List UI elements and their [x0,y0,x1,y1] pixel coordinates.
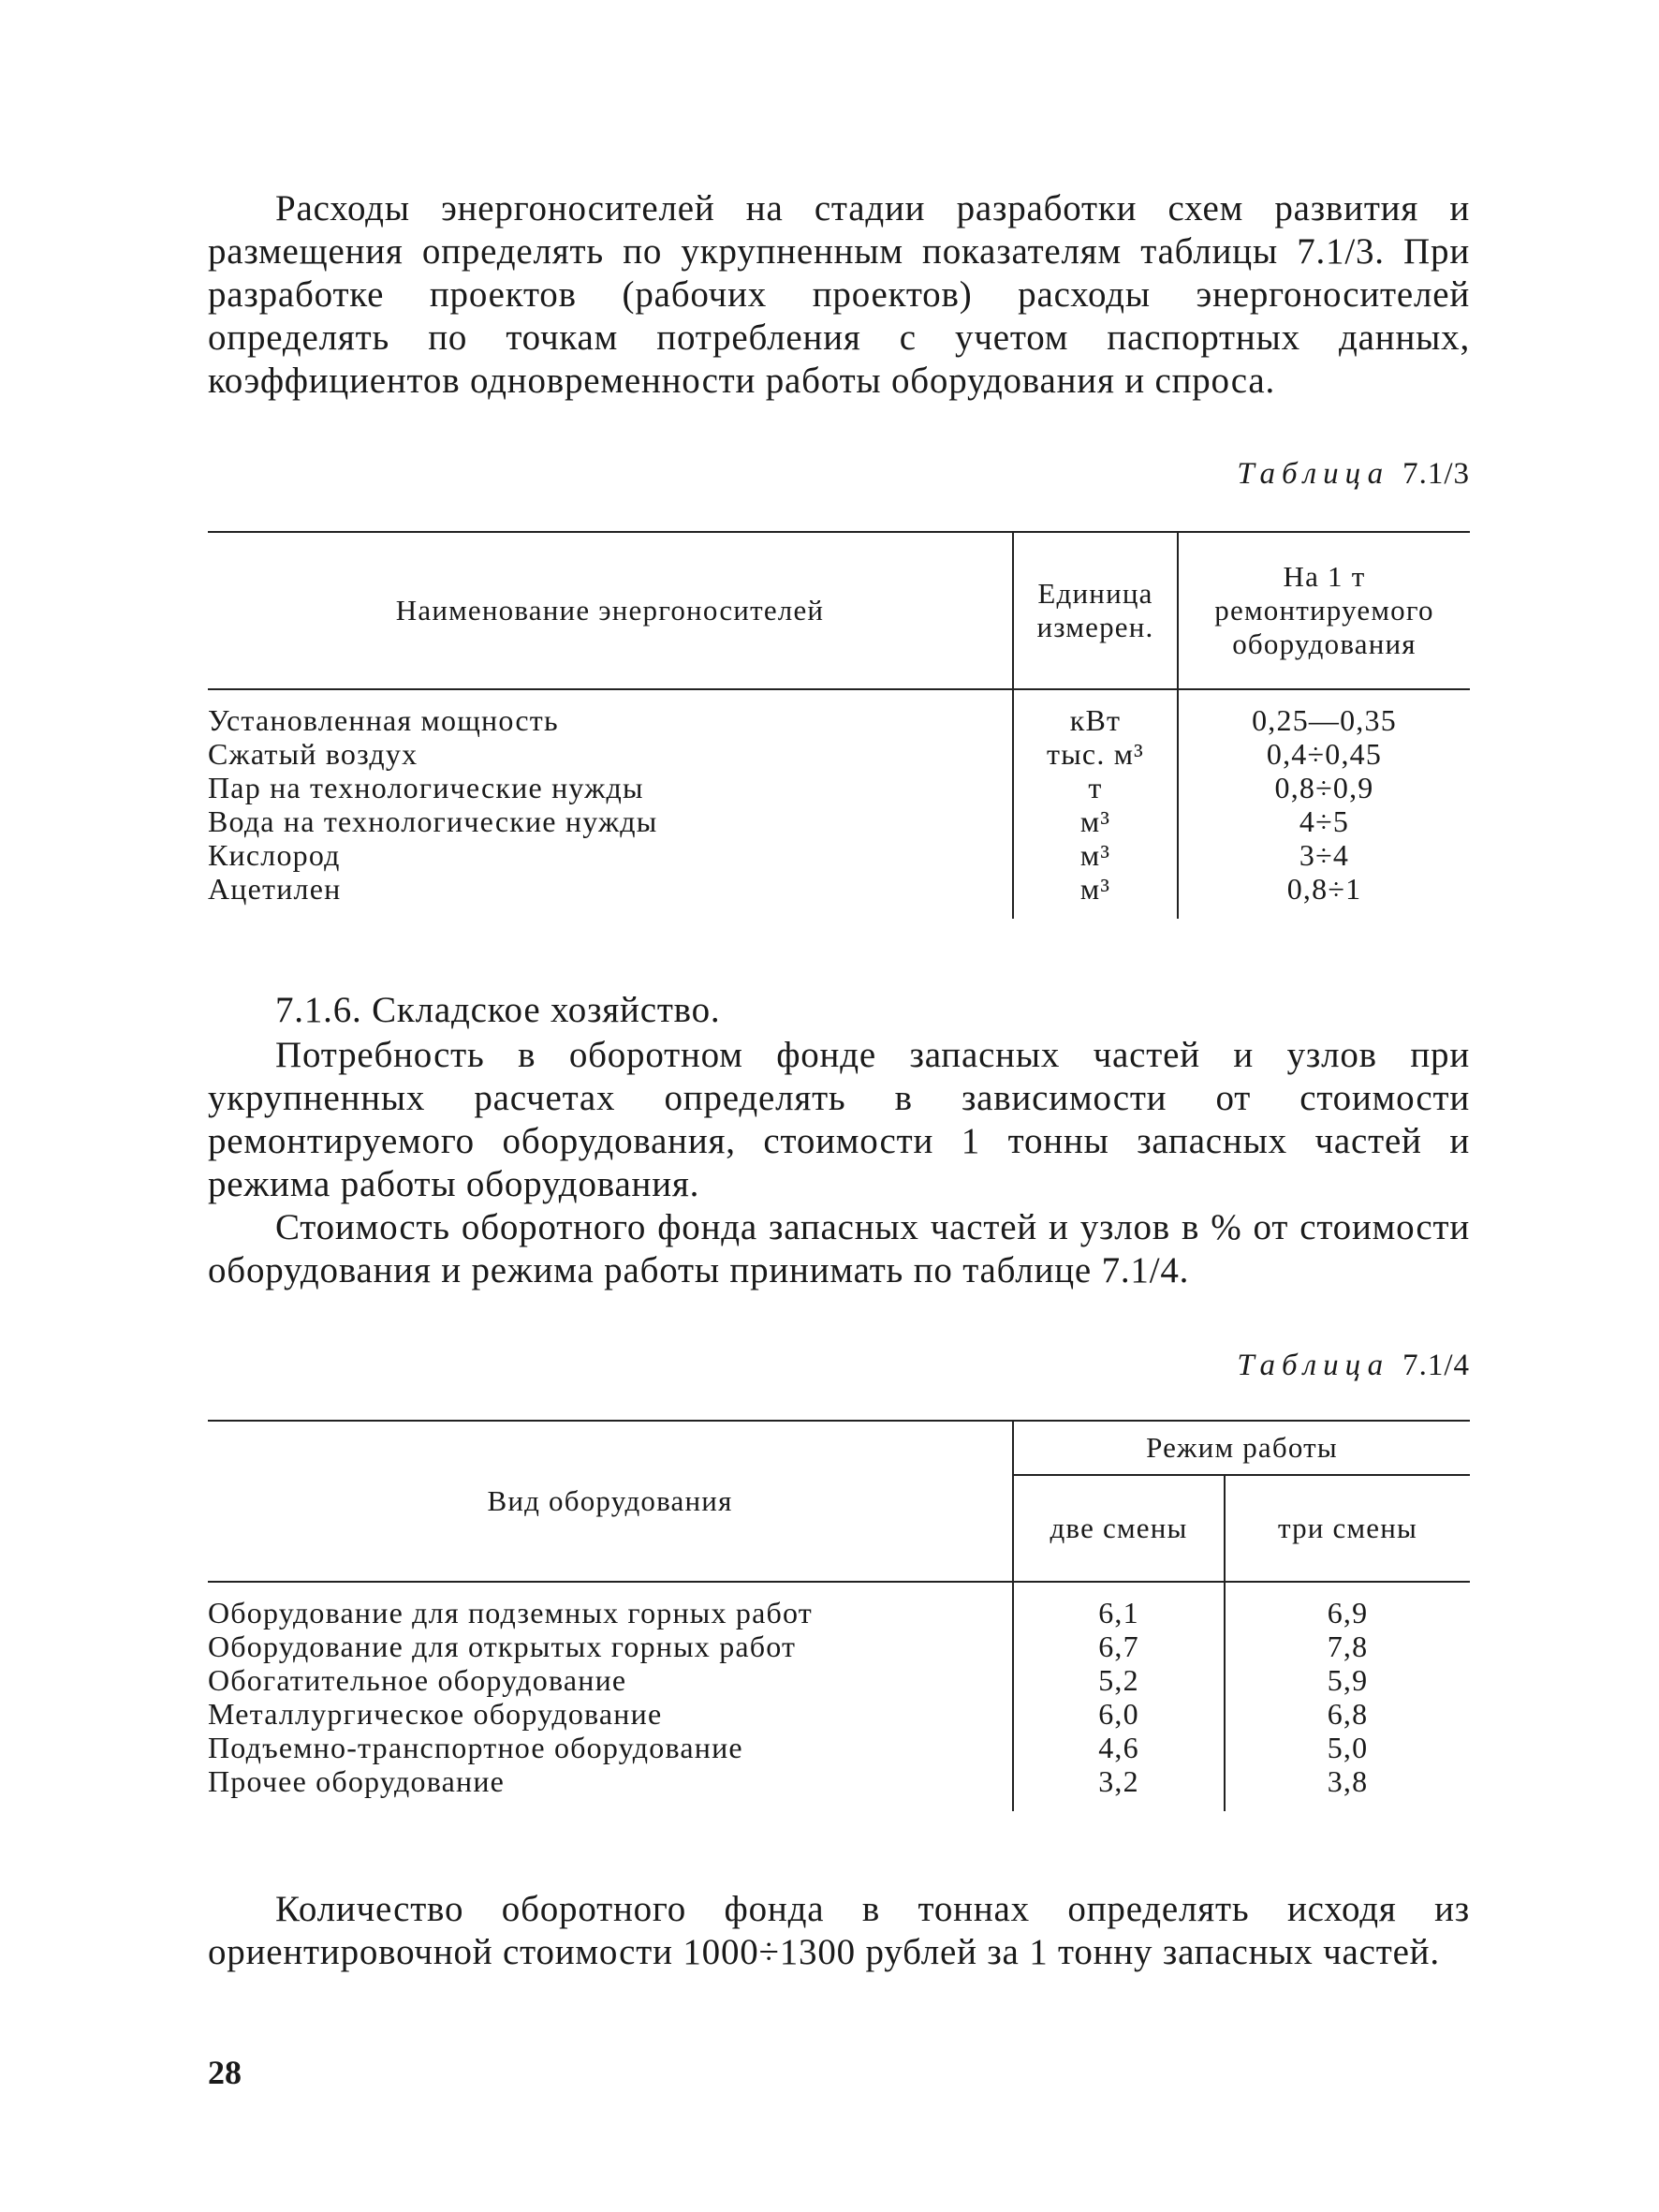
equipment-name-cell: Оборудование для открытых горных работ [208,1630,797,1663]
three-shifts-value-cell: 6,8 [1225,1697,1470,1731]
header-equipment: Вид оборудования [208,1421,1013,1582]
table-4-header-row-1 [208,1421,1470,1475]
table-row [208,771,1470,804]
table-3-body [208,703,1470,906]
two-shifts-value-cell: 6,0 [1013,1697,1225,1731]
three-shifts-value-cell: 6,9 [1225,1596,1470,1630]
table-4-caption [1237,1349,1470,1383]
header-mode: Режим работы [1013,1421,1470,1475]
three-shifts-value-cell: 3,8 [1225,1764,1470,1798]
per-ton-value-cell: 0,4÷0,45 [1178,737,1470,771]
two-shifts-value-cell: 6,7 [1013,1630,1225,1663]
table-3-caption [1237,457,1470,492]
table-row [208,1731,1470,1764]
per-ton-value-cell: 3÷4 [1178,838,1470,872]
two-shifts-value-cell: 6,1 [1013,1596,1225,1630]
three-shifts-value-cell: 5,0 [1225,1731,1470,1764]
unit-cell: тыс. м³ [1013,737,1178,771]
three-shifts-value-cell: 5,9 [1225,1663,1470,1697]
unit-cell: м³ [1013,804,1178,838]
header-energy-name: Наименование энергоносителей [395,594,825,627]
table-3-end-gap [208,906,1470,919]
header-per-ton: На 1 т ремонтируемого оборудования [1178,532,1470,689]
two-shifts-value-cell: 3,2 [1013,1764,1225,1798]
equipment-name-cell: Подъемно-транспортное оборудование [208,1731,743,1764]
table-3-gap-row [208,689,1470,703]
table-4-caption-number: 7.1/4 [1402,1349,1470,1382]
energy-name-cell: Вода на технологические нужды [208,804,658,838]
per-ton-value-cell: 0,25—0,35 [1178,703,1470,737]
two-shifts-value-cell: 5,2 [1013,1663,1225,1697]
unit-cell: м³ [1013,872,1178,906]
per-ton-value-cell: 0,8÷1 [1178,872,1470,906]
equipment-name-cell: Оборудование для подземных горных работ [208,1596,813,1630]
header-unit: Единица измерен. [1013,532,1178,689]
table-row [208,1663,1470,1697]
equipment-name-cell: Обогатительное оборудование [208,1663,627,1697]
table-row [208,1596,1470,1630]
equipment-name-cell: Металлургическое оборудование [208,1697,663,1731]
paragraph-need: Потребность в оборотном фонде запасных частей и узлов при укрупненных расчетах определять в зависимости от стоимости ремонтируемого оборудования, стоимости 1 тонны запасных частей и режима работы оборудования. [208,1035,1470,1204]
page-number: 28 [208,2054,242,2091]
energy-name-cell: Установленная мощность [208,703,559,737]
unit-cell: т [1013,771,1178,804]
section-heading: 7.1.6. Складское хозяйство. [275,990,721,1030]
table-4-body [208,1596,1470,1798]
per-ton-value-cell: 4÷5 [1178,804,1470,838]
table-row [208,1697,1470,1731]
table-4-end-gap [208,1798,1470,1811]
three-shifts-value-cell: 7,8 [1225,1630,1470,1663]
table-row [208,1630,1470,1663]
table-4-gap-row [208,1582,1470,1596]
paragraph-cost: Стоимость оборотного фонда запасных частей и узлов в % от стоимости оборудования и режима работы принимать по таблице 7.1/4. [208,1207,1470,1290]
table-3-header-row [208,532,1470,689]
header-three-shifts: три смены [1225,1475,1470,1582]
two-shifts-value-cell: 4,6 [1013,1731,1225,1764]
unit-cell: кВт [1013,703,1178,737]
table-row [208,1764,1470,1798]
equipment-name-cell: Прочее оборудование [208,1764,506,1798]
table-row [208,872,1470,906]
table-row [208,838,1470,872]
energy-name-cell: Кислород [208,838,341,872]
energy-name-cell: Пар на технологические нужды [208,771,644,804]
table-row [208,804,1470,838]
energy-name-cell: Ацетилен [208,872,342,906]
table-3-caption-word: Таблица [1237,457,1390,491]
unit-cell: м³ [1013,838,1178,872]
energy-name-cell: Сжатый воздух [208,737,418,771]
per-ton-value-cell: 0,8÷0,9 [1178,771,1470,804]
table-energy-consumption [208,531,1470,919]
table-4-caption-word: Таблица [1237,1349,1390,1382]
table-row [208,737,1470,771]
final-paragraph: Количество оборотного фонда в тоннах определять исходя из ориентировочной стоимости 1000÷1300 рублей за 1 тонну запасных частей. [208,1889,1470,1972]
header-two-shifts: две смены [1013,1475,1225,1582]
table-3-caption-number: 7.1/3 [1402,457,1470,491]
table-row [208,703,1470,737]
intro-paragraph: Расходы энергоносителей на стадии разработки схем развития и размещения определять по укрупненным показателям таблицы 7.1/3. При разработке проектов (рабочих проектов) расходы энергоносителей определять по точкам потребления с учетом паспортных данных, коэффициентов одновременности работы оборудования и спроса. [208,188,1470,401]
table-spare-parts [208,1420,1470,1811]
